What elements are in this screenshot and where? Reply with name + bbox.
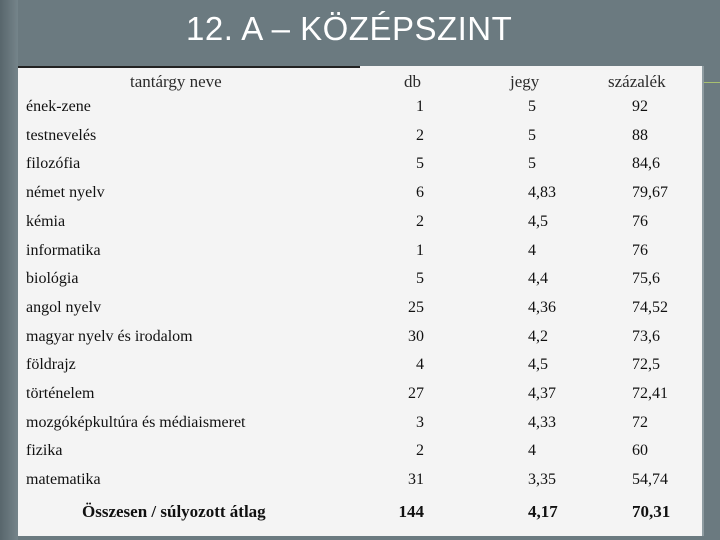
subject-cell: filozófia <box>26 155 81 173</box>
percent-cell: 73,6 <box>632 327 660 345</box>
subject-cell: mozgóképkultúra és médiaismeret <box>26 413 246 431</box>
percent-cell: 92 <box>632 98 648 115</box>
table-row <box>18 127 702 155</box>
table-row <box>18 242 702 270</box>
percent-cell: 75,6 <box>632 270 660 288</box>
percent-cell: 72,41 <box>632 385 668 402</box>
count-cell: 2 <box>416 212 424 230</box>
grade-cell: 5 <box>528 98 536 115</box>
subject-cell: biológia <box>26 270 79 288</box>
table-row <box>18 442 702 470</box>
grade-cell: 5 <box>528 155 536 173</box>
count-cell: 6 <box>416 184 424 202</box>
percent-cell: 76 <box>632 241 648 259</box>
count-cell: 2 <box>416 442 424 460</box>
percent-cell: 54,74 <box>632 471 668 489</box>
count-cell: 1 <box>416 98 424 115</box>
count-cell: 3 <box>416 413 424 431</box>
table-row <box>18 299 702 327</box>
grade-cell: 4,4 <box>528 270 548 288</box>
count-cell: 5 <box>416 270 424 288</box>
grade-cell: 4,5 <box>528 356 548 374</box>
table-row <box>18 471 702 499</box>
subject-cell: földrajz <box>26 356 76 374</box>
grade-cell: 4 <box>528 241 536 259</box>
table-row <box>18 184 702 212</box>
grade-cell: 4,5 <box>528 212 548 230</box>
count-cell: 30 <box>408 327 424 345</box>
subject-cell: történelem <box>26 385 95 402</box>
count-cell: 2 <box>416 126 424 144</box>
grade-cell: 4 <box>528 442 536 460</box>
header-subject: tantárgy neve <box>130 72 222 91</box>
summary-count: 144 <box>398 501 424 521</box>
percent-cell: 60 <box>632 442 648 460</box>
grade-cell: 4,37 <box>528 385 556 402</box>
header-count: db <box>404 72 421 91</box>
grade-cell: 4,83 <box>528 184 556 202</box>
grade-cell: 3,35 <box>528 471 556 489</box>
header-grade: jegy <box>510 72 540 91</box>
subject-cell: fizika <box>26 442 63 460</box>
left-decorative-stripe <box>0 0 18 540</box>
summary-row <box>18 502 702 530</box>
subject-cell: informatika <box>26 241 101 259</box>
percent-cell: 79,67 <box>632 184 668 202</box>
subject-cell: matematika <box>26 471 101 489</box>
count-cell: 4 <box>416 356 424 374</box>
table-row <box>18 356 702 384</box>
page-title: 12. A – KÖZÉPSZINT <box>186 10 513 47</box>
subject-cell: német nyelv <box>26 184 105 202</box>
count-cell: 1 <box>416 241 424 259</box>
percent-cell: 72,5 <box>632 356 660 374</box>
summary-grade: 4,17 <box>528 501 558 521</box>
subject-cell: magyar nyelv és irodalom <box>26 327 193 345</box>
percent-cell: 76 <box>632 212 648 230</box>
panel-right-edge <box>702 66 704 536</box>
header-percent: százalék <box>608 72 666 91</box>
summary-label: Összesen / súlyozott átlag <box>82 501 266 521</box>
table-row <box>18 414 702 442</box>
subject-cell: kémia <box>26 212 66 230</box>
percent-cell: 72 <box>632 413 648 431</box>
percent-cell: 88 <box>632 126 648 144</box>
table-row <box>18 328 702 356</box>
results-table <box>18 66 702 536</box>
subject-cell: testnevelés <box>26 126 97 144</box>
header-divider <box>18 66 360 68</box>
grade-cell: 4,2 <box>528 327 548 345</box>
count-cell: 31 <box>408 471 424 489</box>
grade-cell: 4,36 <box>528 298 556 316</box>
table-row <box>18 270 702 298</box>
table-row <box>18 155 702 183</box>
grade-cell: 5 <box>528 126 536 144</box>
subject-cell: ének-zene <box>26 98 91 115</box>
table-row <box>18 98 702 126</box>
table-row <box>18 385 702 413</box>
percent-cell: 74,52 <box>632 298 668 316</box>
table-row <box>18 213 702 241</box>
summary-percent: 70,31 <box>632 501 671 521</box>
grade-cell: 4,33 <box>528 413 556 431</box>
accent-line <box>702 82 720 83</box>
percent-cell: 84,6 <box>632 155 660 173</box>
count-cell: 25 <box>408 298 424 316</box>
count-cell: 27 <box>408 385 424 402</box>
subject-cell: angol nyelv <box>26 298 102 316</box>
count-cell: 5 <box>416 155 424 173</box>
